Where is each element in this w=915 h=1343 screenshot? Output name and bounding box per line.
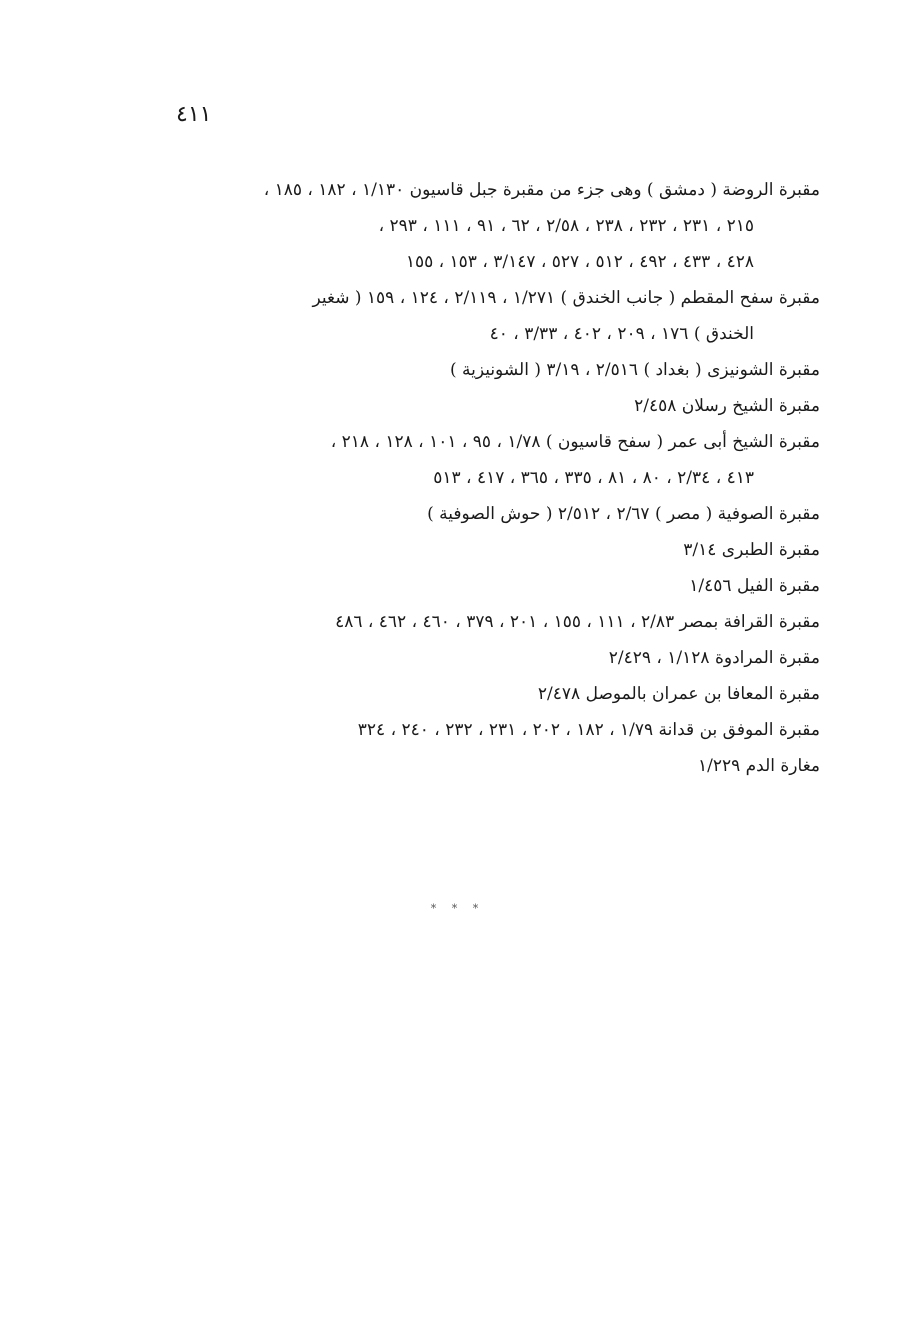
entry-continuation-line: ٤١٣ ، ٢/٣٤ ، ٨٠ ، ٨١ ، ٣٣٥ ، ٣٦٥ ، ٤١٧ ، ٥١٣ xyxy=(433,468,754,488)
entry-continuation-line: ٤٢٨ ، ٤٣٣ ، ٤٩٢ ، ٥١٢ ، ٥٢٧ ، ٣/١٤٧ ، ١٥٣ ، ١٥٥ xyxy=(405,252,754,272)
entry-line: مقبرة الشيخ أبى عمر ( سفح قاسيون ) ١/٧٨ ، ٩٥ ، ١٠١ ، ١٢٨ ، ٢١٨ ، xyxy=(330,432,820,452)
entry-line: مقبرة الروضة ( دمشق ) وهى جزء من مقبرة جبل قاسيون ١/١٣٠ ، ١٨٢ ، ١٨٥ ، xyxy=(263,180,820,200)
entry-line: مقبرة المرادوة ١/١٢٨ ، ٢/٤٢٩ xyxy=(608,648,820,668)
section-end-ornament: * * * xyxy=(430,902,485,915)
index-entry xyxy=(140,532,820,568)
index-entry xyxy=(140,568,820,604)
index-entry xyxy=(140,748,820,784)
index-entry xyxy=(140,352,820,388)
index-entry xyxy=(140,604,820,640)
entry-line: مقبرة الشيخ رسلان ٢/٤٥٨ xyxy=(634,396,820,416)
index-entry xyxy=(140,280,820,352)
entry-line: مقبرة الفيل ١/٤٥٦ xyxy=(689,576,820,596)
index-entry xyxy=(140,712,820,748)
index-entry xyxy=(140,676,820,712)
entry-line: مقبرة الموفق بن قدانة ١/٧٩ ، ١٨٢ ، ٢٠٢ ، ٢٣١ ، ٢٣٢ ، ٢٤٠ ، ٣٢٤ xyxy=(357,720,820,740)
entry-line: مغارة الدم ١/٢٢٩ xyxy=(697,756,820,776)
entry-line: مقبرة الشونيزى ( بغداد ) ٢/٥١٦ ، ٣/١٩ ( الشونيزية ) xyxy=(449,360,820,380)
entry-line: مقبرة سفح المقطم ( جانب الخندق ) ١/٢٧١ ، ٢/١١٩ ، ١٢٤ ، ١٥٩ ( شغير xyxy=(312,288,820,308)
entry-line: مقبرة القرافة بمصر ٢/٨٣ ، ١١١ ، ١٥٥ ، ٢٠١ ، ٣٧٩ ، ٤٦٠ ، ٤٦٢ ، ٤٨٦ xyxy=(335,612,820,632)
entry-line: مقبرة الصوفية ( مصر ) ٢/٦٧ ، ٢/٥١٢ ( حوش الصوفية ) xyxy=(427,504,820,524)
index-entries xyxy=(140,172,820,784)
index-entry xyxy=(140,496,820,532)
index-entry xyxy=(140,172,820,280)
entry-continuation-line: ٢١٥ ، ٢٣١ ، ٢٣٢ ، ٢٣٨ ، ٢/٥٨ ، ٦٢ ، ٩١ ، ١١١ ، ٢٩٣ ، xyxy=(378,216,754,236)
entry-line: مقبرة المعافا بن عمران بالموصل ٢/٤٧٨ xyxy=(537,684,820,704)
index-entry xyxy=(140,388,820,424)
page-number: ٤١١ xyxy=(176,102,212,127)
entry-line: مقبرة الطبرى ٣/١٤ xyxy=(683,540,820,560)
entry-continuation-line: الخندق ) ١٧٦ ، ٢٠٩ ، ٤٠٢ ، ٣/٣٣ ، ٤٠ xyxy=(489,324,754,344)
index-entry xyxy=(140,424,820,496)
index-entry xyxy=(140,640,820,676)
